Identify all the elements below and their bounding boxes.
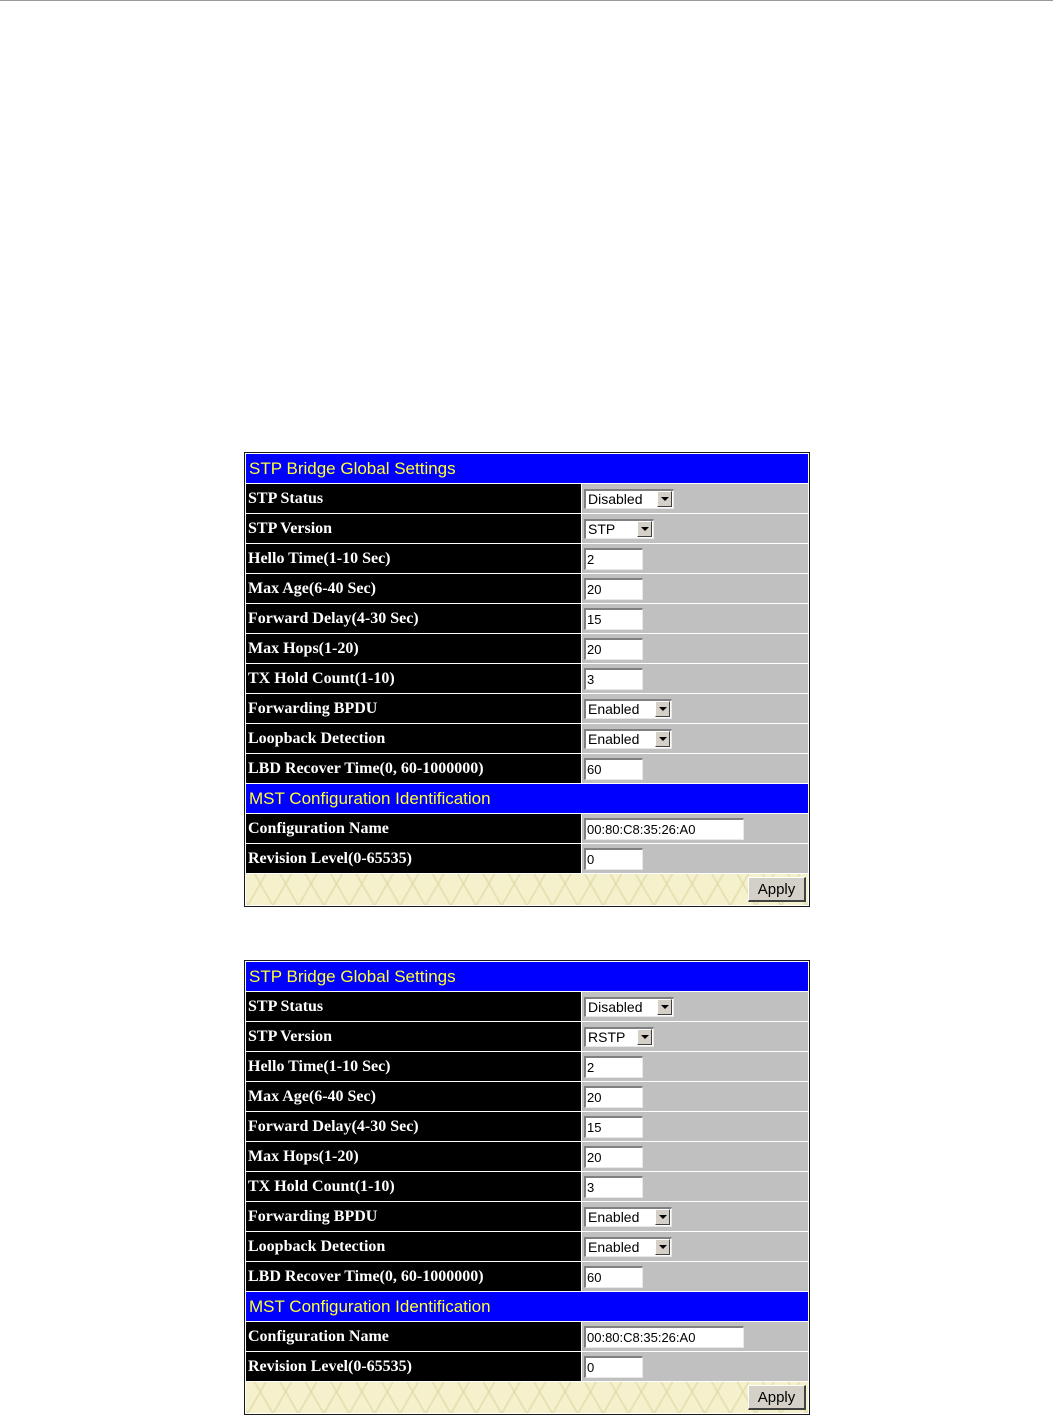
hello-time-row [246,1052,808,1081]
stp-status-label: STP Status [246,992,581,1021]
lbd-recover-time-input[interactable]: 60 [584,1266,643,1288]
stp-status-row [246,992,808,1021]
max-age-input[interactable]: 20 [584,1086,643,1108]
loopback-detection-row [246,724,808,753]
forward-delay-label: Forward Delay(4-30 Sec) [246,604,581,633]
hello-time-input[interactable]: 2 [584,548,643,570]
stp-status-value: Disabled [588,491,643,507]
apply-button[interactable]: Apply [748,877,806,902]
mst-config-header: MST Configuration Identification [246,784,808,813]
tx-hold-count-label: TX Hold Count(1-10) [246,1172,581,1201]
stp-settings-panel-rstp [244,960,810,1415]
stp-status-row [246,484,808,513]
revision-level-input[interactable]: 0 [584,848,643,870]
mst-config-header: MST Configuration Identification [246,1292,808,1321]
chevron-down-icon[interactable] [657,999,672,1015]
configuration-name-row [246,1322,808,1351]
lbd-recover-time-row [246,1262,808,1291]
chevron-down-icon[interactable] [655,1209,670,1225]
chevron-down-icon[interactable] [637,1029,652,1045]
stp-status-value: Disabled [588,999,643,1015]
configuration-name-label: Configuration Name [246,1322,581,1351]
panel-footer [246,1382,808,1413]
forward-delay-input[interactable]: 15 [584,1116,643,1138]
chevron-down-icon[interactable] [657,491,672,507]
stp-version-label: STP Version [246,514,581,543]
max-hops-input[interactable]: 20 [584,638,643,660]
max-age-row [246,574,808,603]
configuration-name-row [246,814,808,843]
stp-version-value: RSTP [588,1029,626,1045]
forward-delay-row [246,1112,808,1141]
loopback-detection-select[interactable] [584,729,672,749]
forwarding-bpdu-select[interactable] [584,699,672,719]
forward-delay-input[interactable]: 15 [584,608,643,630]
hello-time-label: Hello Time(1-10 Sec) [246,544,581,573]
revision-level-input[interactable]: 0 [584,1356,643,1378]
max-age-row [246,1082,808,1111]
lbd-recover-time-label: LBD Recover Time(0, 60-1000000) [246,1262,581,1291]
configuration-name-input[interactable]: 00:80:C8:35:26:A0 [584,818,744,840]
stp-version-select[interactable] [584,519,654,539]
lbd-recover-time-label: LBD Recover Time(0, 60-1000000) [246,754,581,783]
forwarding-bpdu-row [246,1202,808,1231]
stp-settings-panel-stp [244,452,810,907]
loopback-detection-value: Enabled [588,731,640,747]
lbd-recover-time-input[interactable]: 60 [584,758,643,780]
tx-hold-count-row [246,664,808,693]
max-hops-input[interactable]: 20 [584,1146,643,1168]
stp-status-label: STP Status [246,484,581,513]
max-hops-label: Max Hops(1-20) [246,1142,581,1171]
tx-hold-count-input[interactable]: 3 [584,668,643,690]
max-hops-row [246,634,808,663]
max-age-label: Max Age(6-40 Sec) [246,1082,581,1111]
panel-footer [246,874,808,905]
tx-hold-count-input[interactable]: 3 [584,1176,643,1198]
max-age-label: Max Age(6-40 Sec) [246,574,581,603]
page-top-rule [0,0,1053,1]
max-hops-label: Max Hops(1-20) [246,634,581,663]
forwarding-bpdu-select[interactable] [584,1207,672,1227]
revision-level-label: Revision Level(0-65535) [246,844,581,873]
stp-version-label: STP Version [246,1022,581,1051]
loopback-detection-label: Loopback Detection [246,724,581,753]
revision-level-row [246,844,808,873]
forwarding-bpdu-label: Forwarding BPDU [246,694,581,723]
tx-hold-count-row [246,1172,808,1201]
panel-header: STP Bridge Global Settings [246,962,808,991]
chevron-down-icon[interactable] [655,1239,670,1255]
loopback-detection-row [246,1232,808,1261]
configuration-name-label: Configuration Name [246,814,581,843]
chevron-down-icon[interactable] [655,701,670,717]
forward-delay-label: Forward Delay(4-30 Sec) [246,1112,581,1141]
max-age-input[interactable]: 20 [584,578,643,600]
hello-time-label: Hello Time(1-10 Sec) [246,1052,581,1081]
forwarding-bpdu-value: Enabled [588,1209,640,1225]
forward-delay-row [246,604,808,633]
tx-hold-count-label: TX Hold Count(1-10) [246,664,581,693]
hello-time-input[interactable]: 2 [584,1056,643,1078]
stp-status-select[interactable] [584,489,674,509]
max-hops-row [246,1142,808,1171]
panel-header: STP Bridge Global Settings [246,454,808,483]
stp-version-row [246,514,808,543]
stp-version-row [246,1022,808,1051]
revision-level-row [246,1352,808,1381]
loopback-detection-select[interactable] [584,1237,672,1257]
chevron-down-icon[interactable] [637,521,652,537]
configuration-name-input[interactable]: 00:80:C8:35:26:A0 [584,1326,744,1348]
stp-status-select[interactable] [584,997,674,1017]
stp-version-value: STP [588,521,616,537]
hello-time-row [246,544,808,573]
forwarding-bpdu-value: Enabled [588,701,640,717]
revision-level-label: Revision Level(0-65535) [246,1352,581,1381]
apply-button[interactable]: Apply [748,1385,806,1410]
stp-version-select[interactable] [584,1027,654,1047]
forwarding-bpdu-row [246,694,808,723]
loopback-detection-value: Enabled [588,1239,640,1255]
chevron-down-icon[interactable] [655,731,670,747]
lbd-recover-time-row [246,754,808,783]
loopback-detection-label: Loopback Detection [246,1232,581,1261]
forwarding-bpdu-label: Forwarding BPDU [246,1202,581,1231]
